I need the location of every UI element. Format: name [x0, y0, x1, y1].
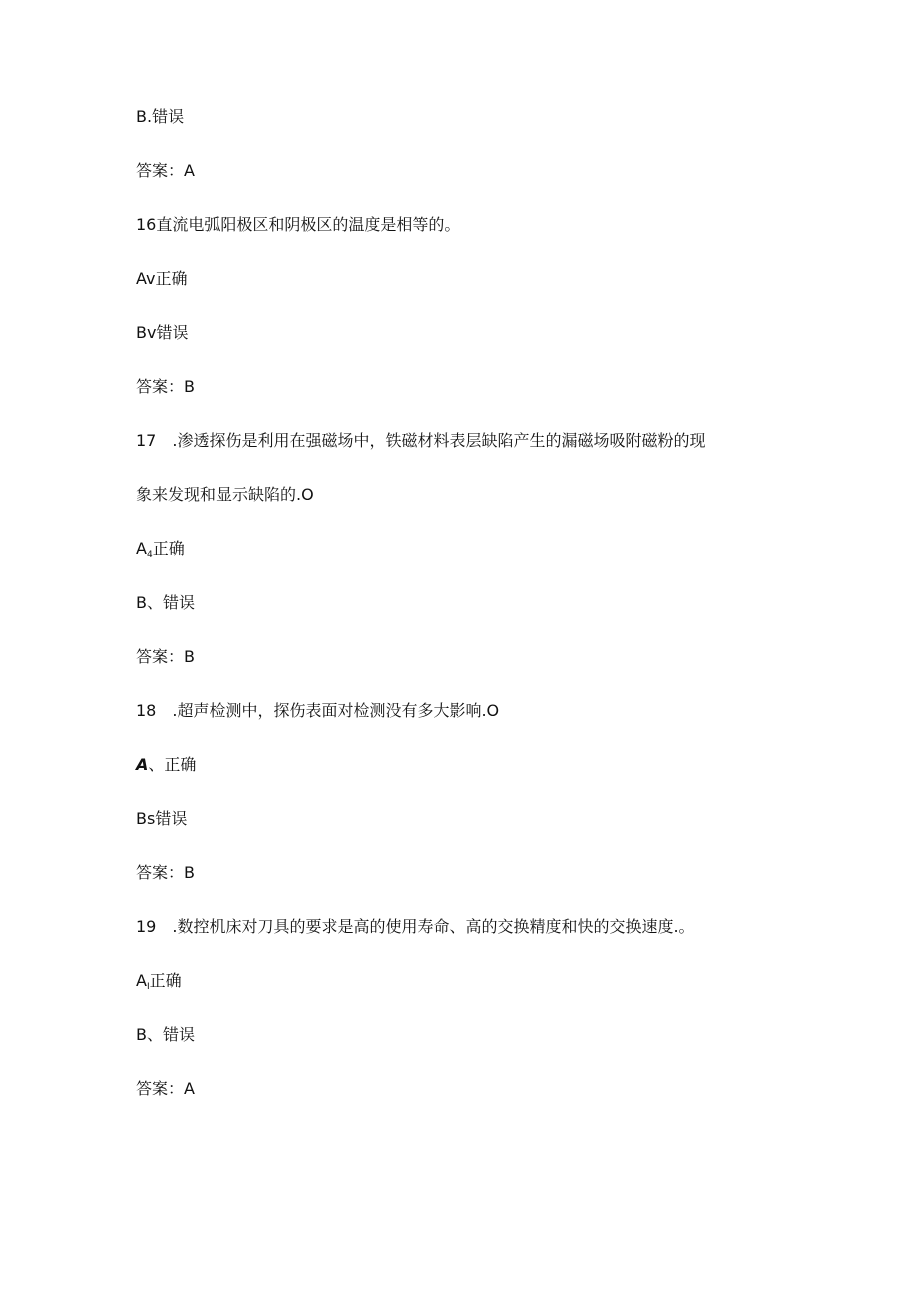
answer-q18: 答案：B [136, 863, 195, 882]
question-16: 16直流电弧阳极区和阴极区的温度是相等的。 [136, 215, 461, 234]
question-17-line-1: 17 .渗透探伤是利用在强磁场中，铁磁材料表层缺陷产生的漏磁场吸附磁粉的现 [136, 431, 706, 450]
answer-q15: 答案：A [136, 161, 195, 180]
option-a-q17: $A_4$正确 [136, 539, 185, 560]
answer-q17: 答案：B [136, 647, 195, 666]
option-b-q19: B、错误 [136, 1025, 195, 1044]
answer-q19: 答案：A [136, 1079, 195, 1098]
option-b-q18: Bs错误 [136, 809, 188, 828]
option-b-q15: B.错误 [136, 107, 185, 126]
option-b-q17: B、错误 [136, 593, 195, 612]
option-b-q16: Bv错误 [136, 323, 189, 342]
option-a-q18: A、正确 [136, 755, 197, 774]
option-a-q16: Av正确 [136, 269, 188, 288]
answer-q16: 答案：B [136, 377, 195, 396]
question-18: 18 .超声检测中，探伤表面对检测没有多大影响.O [136, 701, 500, 720]
question-19: 19 .数控机床对刀具的要求是高的使用寿命、高的交换精度和快的交换速度.。 [136, 917, 695, 936]
question-17-line-2: 象来发现和显示缺陷的.O [136, 485, 314, 504]
option-a-q19: $A_I$正确 [136, 971, 182, 992]
